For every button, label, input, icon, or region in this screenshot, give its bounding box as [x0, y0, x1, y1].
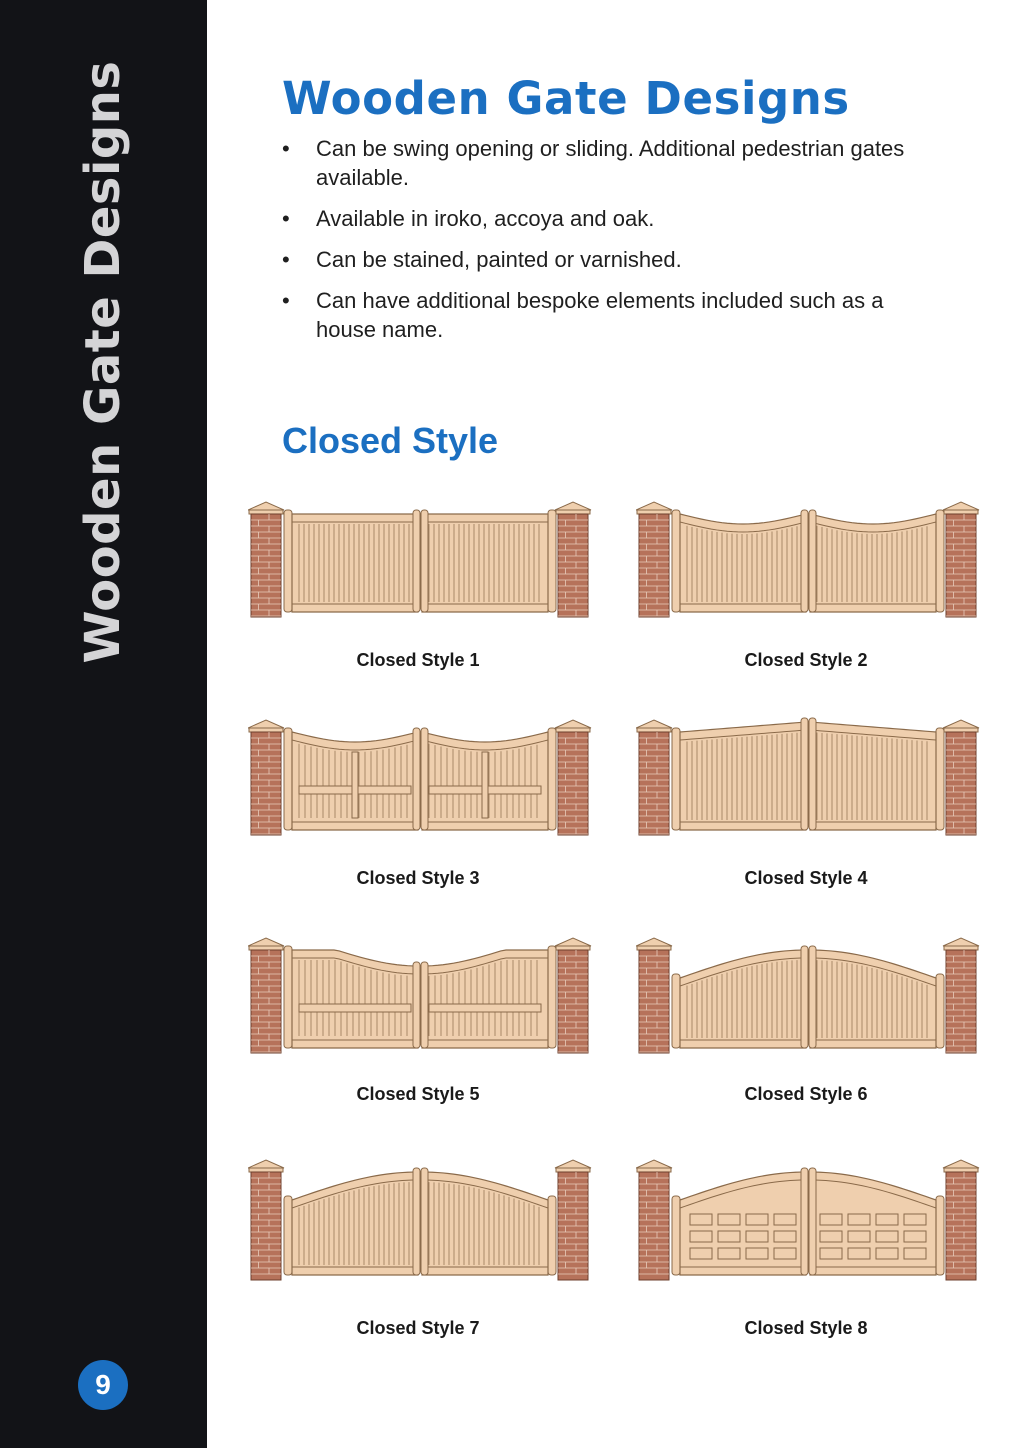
bullet-icon: • — [282, 288, 290, 313]
brick-pillar — [943, 720, 979, 835]
pillar-body — [946, 950, 976, 1053]
meeting-post — [801, 718, 808, 830]
pillar-cap — [248, 938, 284, 946]
gate-leaf — [810, 722, 936, 830]
pillar-cap — [943, 502, 979, 510]
sidebar — [0, 0, 207, 1448]
pillar-cap-base — [944, 728, 978, 732]
feature-item — [282, 134, 912, 192]
gate-card-8 — [636, 1150, 1016, 1350]
mid-stile — [352, 752, 358, 818]
grid-panel — [690, 1231, 712, 1242]
brick-pillar — [636, 1160, 672, 1280]
pillar-body — [251, 732, 281, 835]
grid-panel — [820, 1248, 842, 1259]
meeting-post — [413, 510, 420, 612]
gate-leaf — [422, 1172, 548, 1275]
meeting-post — [809, 718, 816, 830]
grid-panel — [746, 1248, 768, 1259]
pillar-cap-base — [944, 510, 978, 514]
hinge-post — [548, 728, 556, 830]
meeting-post — [801, 946, 808, 1048]
pillar-cap-base — [637, 510, 671, 514]
feature-text: Can be swing opening or sliding. Additional pedestrian gates available. — [316, 136, 905, 190]
meeting-post — [413, 962, 420, 1048]
meeting-post — [421, 1168, 428, 1275]
gate-leaf — [292, 514, 418, 612]
hinge-post — [284, 1196, 292, 1275]
pillar-cap-base — [637, 946, 671, 950]
meeting-post — [809, 1168, 816, 1275]
brick-pillar — [248, 938, 284, 1053]
brick-pillar — [555, 720, 591, 835]
bullet-icon: • — [282, 206, 290, 231]
grid-panel — [718, 1248, 740, 1259]
pillar-cap — [943, 938, 979, 946]
hinge-post — [284, 728, 292, 830]
gate-leaf — [680, 514, 806, 612]
pillar-cap — [248, 502, 284, 510]
feature-text: Can have additional bespoke elements included such as a house name. — [316, 288, 884, 342]
gate-caption: Closed Style 5 — [356, 1084, 480, 1104]
feature-item — [282, 204, 912, 233]
gate-card-5 — [248, 928, 628, 1118]
pillar-body — [639, 950, 669, 1053]
hinge-post — [672, 974, 680, 1048]
brick-pillar — [943, 502, 979, 617]
feature-text: Can be stained, painted or varnished. — [316, 247, 682, 272]
grid-panel — [774, 1231, 796, 1242]
gate-illustration — [636, 710, 981, 840]
pillar-cap-base — [556, 1168, 590, 1172]
gate-illustration — [636, 492, 981, 622]
page-title: Wooden Gate Designs — [282, 72, 850, 125]
feature-list — [282, 134, 912, 356]
grid-panel — [746, 1231, 768, 1242]
feature-item — [282, 286, 912, 344]
grid-panel — [746, 1214, 768, 1225]
brick-pillar — [248, 1160, 284, 1280]
grid-panel — [820, 1214, 842, 1225]
gate-caption: Closed Style 1 — [356, 650, 480, 670]
gate-leaf — [810, 514, 936, 612]
gate-illustration — [248, 710, 593, 840]
gate-leaf — [810, 950, 936, 1048]
pillar-body — [639, 732, 669, 835]
meeting-post — [809, 510, 816, 612]
gate-leaf — [292, 732, 418, 830]
pillar-cap-base — [249, 728, 283, 732]
gate-illustration — [248, 1150, 593, 1285]
pillar-cap-base — [556, 946, 590, 950]
gate-leaf — [422, 950, 548, 1048]
grid-panel — [876, 1248, 898, 1259]
brick-pillar — [555, 502, 591, 617]
meeting-post — [801, 510, 808, 612]
pillar-body — [251, 950, 281, 1053]
grid-panel — [690, 1214, 712, 1225]
pillar-cap-base — [249, 946, 283, 950]
pillar-cap-base — [556, 510, 590, 514]
brick-pillar — [943, 1160, 979, 1280]
gate-illustration — [248, 928, 593, 1058]
mid-rail — [299, 1004, 411, 1012]
brick-pillar — [636, 502, 672, 617]
feature-text: Available in iroko, accoya and oak. — [316, 206, 655, 231]
gate-leaf — [422, 514, 548, 612]
hinge-post — [672, 728, 680, 830]
grid-panel — [876, 1231, 898, 1242]
pillar-cap-base — [556, 728, 590, 732]
pillar-cap — [636, 938, 672, 946]
hinge-post — [284, 946, 292, 1048]
gate-card-6 — [636, 928, 1016, 1118]
pillar-cap-base — [637, 1168, 671, 1172]
pillar-body — [639, 514, 669, 617]
gate-leaf — [422, 732, 548, 830]
pillar-cap-base — [249, 510, 283, 514]
meeting-post — [809, 946, 816, 1048]
gate-caption: Closed Style 8 — [744, 1318, 868, 1338]
gate-illustration — [248, 492, 593, 622]
brick-pillar — [248, 720, 284, 835]
hinge-post — [284, 510, 292, 612]
gate-card-4 — [636, 710, 1016, 900]
pillar-body — [946, 514, 976, 617]
pillar-cap — [555, 938, 591, 946]
meeting-post — [413, 1168, 420, 1275]
meeting-post — [421, 510, 428, 612]
grid-panel — [848, 1214, 870, 1225]
sidebar-title: Wooden Gate Designs — [75, 60, 131, 664]
brick-pillar — [943, 938, 979, 1053]
meeting-post — [421, 728, 428, 830]
gate-illustration — [636, 1150, 981, 1285]
grid-panel — [690, 1248, 712, 1259]
gate-card-7 — [248, 1150, 628, 1350]
gate-caption: Closed Style 3 — [356, 868, 480, 888]
pillar-cap-base — [944, 1168, 978, 1172]
grid-panel — [848, 1248, 870, 1259]
pillar-cap — [636, 502, 672, 510]
brick-pillar — [636, 938, 672, 1053]
gate-caption: Closed Style 7 — [356, 1318, 480, 1338]
hinge-post — [548, 946, 556, 1048]
gate-card-2 — [636, 492, 1016, 682]
brick-pillar — [555, 938, 591, 1053]
grid-panel — [774, 1214, 796, 1225]
meeting-post — [421, 962, 428, 1048]
grid-panel — [904, 1231, 926, 1242]
pillar-cap — [248, 1160, 284, 1168]
feature-item — [282, 245, 912, 274]
gate-leaf — [680, 1172, 806, 1275]
grid-panel — [904, 1248, 926, 1259]
pillar-body — [558, 950, 588, 1053]
brick-pillar — [248, 502, 284, 617]
brick-pillar — [636, 720, 672, 835]
pillar-body — [558, 514, 588, 617]
gate-card-1 — [248, 492, 628, 682]
grid-panel — [876, 1214, 898, 1225]
pillar-cap — [636, 720, 672, 728]
grid-panel — [718, 1214, 740, 1225]
page-number-badge: 9 — [78, 1360, 128, 1410]
pillar-body — [558, 732, 588, 835]
pillar-cap-base — [249, 1168, 283, 1172]
hinge-post — [936, 974, 944, 1048]
pillar-cap — [943, 720, 979, 728]
grid-panel — [820, 1231, 842, 1242]
hinge-post — [548, 1196, 556, 1275]
gate-leaf — [680, 722, 806, 830]
grid-panel — [848, 1231, 870, 1242]
pillar-cap — [555, 502, 591, 510]
grid-panel — [718, 1231, 740, 1242]
hinge-post — [548, 510, 556, 612]
brick-pillar — [555, 1160, 591, 1280]
pillar-cap-base — [944, 946, 978, 950]
gate-caption: Closed Style 2 — [744, 650, 868, 670]
hinge-post — [672, 1196, 680, 1275]
gate-caption: Closed Style 4 — [744, 868, 868, 888]
grid-panel — [904, 1214, 926, 1225]
meeting-post — [413, 728, 420, 830]
gate-leaf — [292, 950, 418, 1048]
gate-card-3 — [248, 710, 628, 900]
hinge-post — [672, 510, 680, 612]
gate-caption: Closed Style 6 — [744, 1084, 868, 1104]
gate-leaf — [292, 1172, 418, 1275]
bullet-icon: • — [282, 247, 290, 272]
pillar-cap — [555, 1160, 591, 1168]
gate-leaf — [680, 950, 806, 1048]
gate-illustration — [636, 928, 981, 1058]
pillar-body — [946, 732, 976, 835]
pillar-cap — [636, 1160, 672, 1168]
section-title: Closed Style — [282, 420, 499, 461]
mid-rail — [429, 1004, 541, 1012]
pillar-body — [251, 514, 281, 617]
pillar-cap — [943, 1160, 979, 1168]
gate-leaf — [810, 1172, 936, 1275]
pillar-cap — [248, 720, 284, 728]
hinge-post — [936, 510, 944, 612]
hinge-post — [936, 1196, 944, 1275]
pillar-cap — [555, 720, 591, 728]
meeting-post — [801, 1168, 808, 1275]
hinge-post — [936, 728, 944, 830]
mid-stile — [482, 752, 488, 818]
grid-panel — [774, 1248, 796, 1259]
pillar-cap-base — [637, 728, 671, 732]
bullet-icon: • — [282, 136, 290, 161]
